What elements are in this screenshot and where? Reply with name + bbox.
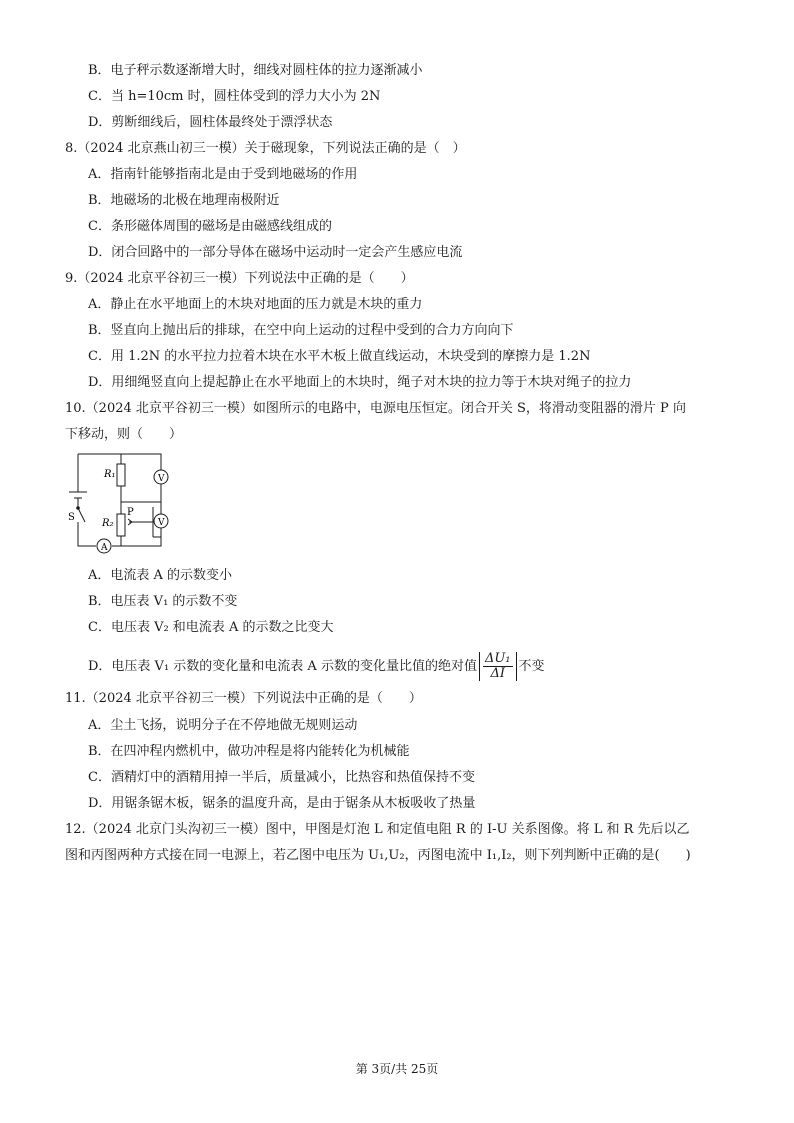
q7-option-c: C．当 h=10cm 时，圆柱体受到的浮力大小为 2N <box>88 89 381 104</box>
page-footer: 第 3页/共 25页 <box>355 1062 439 1076</box>
q8-option-d: D．闭合回路中的一部分导体在磁场中运动时一定会产生感应电流 <box>88 245 463 260</box>
q9-option-c: C．用 1.2N 的水平拉力拉着木块在水平木板上做直线运动，木块受到的摩擦力是 1.2N <box>88 349 591 364</box>
q9-option-b: B．竖直向上抛出后的排球，在空中向上运动的过程中受到的合力方向向下 <box>88 323 514 338</box>
q10-option-c: C．电压表 V₂ 和电流表 A 的示数之比变大 <box>88 620 334 635</box>
q10-option-b: B．电压表 V₁ 的示数不变 <box>88 594 238 609</box>
q10-option-a: A．电流表 A 的示数变小 <box>88 568 233 583</box>
q10-option-d <box>88 652 545 681</box>
voltmeter-v1-icon: V <box>158 474 165 484</box>
fraction-denominator: ΔI <box>490 666 505 681</box>
voltmeter-v2-icon: V <box>158 518 165 528</box>
q12-stem-line1: 12.（2024 北京门头沟初三一模）图中，甲图是灯泡 L 和定值电阻 R 的 I-U 关系图像。将 L 和 R 先后以乙 <box>65 822 690 837</box>
q8-stem: 8.（2024 北京燕山初三一模）关于磁现象，下列说法正确的是（ ） <box>65 141 466 156</box>
fraction-delta-u-over-delta-i <box>479 652 517 681</box>
switch-contact-dot <box>76 506 80 510</box>
q11-stem: 11.（2024 北京平谷初三一模）下列说法中正确的是（ ） <box>65 691 422 706</box>
label-p: P <box>127 507 134 518</box>
q11-option-b: B．在四冲程内燃机中，做功冲程是将内能转化为机械能 <box>88 744 410 759</box>
q10-option-d-suffix: 不变 <box>518 659 545 674</box>
q11-option-d: D．用锯条锯木板，锯条的温度升高，是由于锯条从木板吸收了热量 <box>88 796 476 811</box>
q12-stem-line2: 图和丙图两种方式接在同一电源上，若乙图中电压为 U₁,U₂，丙图电流中 I₁,I₂，则下列判断中正确的是( ) <box>65 848 691 863</box>
q7-option-d: D．剪断细线后，圆柱体最终处于漂浮状态 <box>88 115 333 130</box>
q7-option-b: B．电子秤示数逐渐增大时，细线对圆柱体的拉力逐渐减小 <box>88 63 423 78</box>
q9-option-d: D．用细绳竖直向上提起静止在水平地面上的木块时，绳子对木块的拉力等于木块对绳子的拉力 <box>88 375 632 390</box>
q10-option-d-text: D．电压表 V₁ 示数的变化量和电流表 A 示数的变化量比值的绝对值 <box>88 659 477 674</box>
q9-stem: 9.（2024 北京平谷初三一模）下列说法中正确的是（ ） <box>65 271 414 286</box>
q11-option-c: C．酒精灯中的酒精用掉一半后，质量减小，比热容和热值保持不变 <box>88 770 475 785</box>
fraction-numerator: ΔU₁ <box>484 651 511 666</box>
q10-stem-line1: 10.（2024 北京平谷初三一模）如图所示的电路中，电源电压恒定。闭合开关 S，将滑动变阻器的滑片 P 向 <box>65 401 686 416</box>
q10-stem-line2: 下移动，则（ ） <box>65 427 183 442</box>
label-r1: R₁ <box>104 469 116 480</box>
q9-option-a: A．静止在水平地面上的木块对地面的压力就是木块的重力 <box>88 297 423 312</box>
q8-option-b: B．地磁场的北极在地理南极附近 <box>88 193 280 208</box>
q8-option-a: A．指南针能够指南北是由于受到地磁场的作用 <box>88 167 358 182</box>
ammeter-icon: A <box>101 543 108 553</box>
q11-option-a: A．尘土飞扬，说明分子在不停地做无规则运动 <box>88 718 358 733</box>
label-s: S <box>68 512 75 523</box>
label-r2: R₂ <box>102 518 114 529</box>
circuit-diagram <box>66 452 176 562</box>
q8-option-c: C．条形磁体周围的磁场是由磁感线组成的 <box>88 219 332 234</box>
